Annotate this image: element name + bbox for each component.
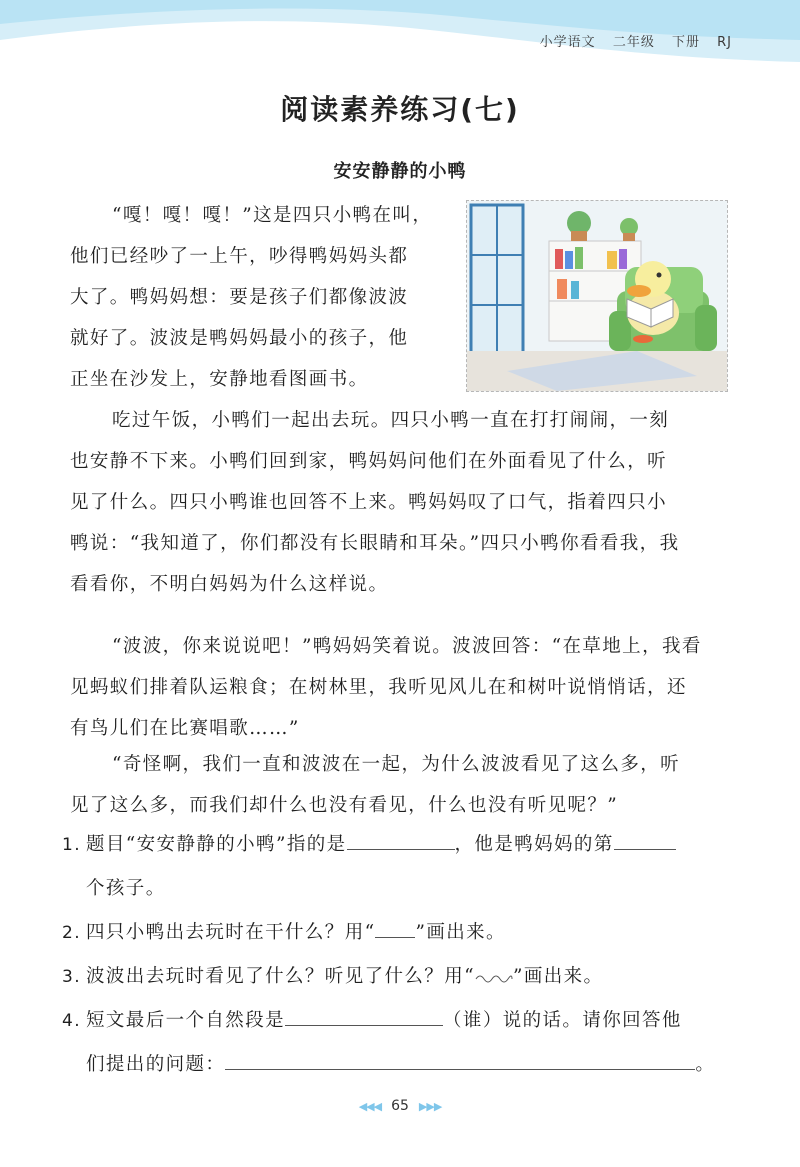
question-number: 1. bbox=[62, 835, 82, 855]
paragraph-2 bbox=[70, 400, 740, 605]
subject-label: 小学语文 bbox=[539, 35, 596, 50]
question-2 bbox=[62, 911, 732, 955]
question-text: 们提出的问题： bbox=[86, 1054, 226, 1075]
grade-label: 二年级 bbox=[612, 35, 655, 50]
question-text: （谁）说的话。请你回答他 bbox=[443, 1010, 682, 1031]
text-line: 大了。鸭妈妈想：要是孩子们都像波波 bbox=[70, 287, 409, 308]
paragraph-1 bbox=[70, 195, 450, 400]
question-number: 3. bbox=[62, 967, 82, 987]
question-number: 2. bbox=[62, 923, 82, 943]
answer-blank[interactable] bbox=[225, 1045, 695, 1070]
question-text: 短文最后一个自然段是 bbox=[86, 1010, 286, 1031]
question-text: ，他是鸭妈妈的第 bbox=[454, 834, 614, 855]
right-arrows-icon: ▶▶▶ bbox=[418, 1100, 442, 1113]
left-arrows-icon: ◀◀◀ bbox=[358, 1100, 382, 1113]
text-line: “嘎！嘎！嘎！”这是四只小鸭在叫， bbox=[112, 205, 433, 226]
text-line: 有鸟儿们在比赛唱歌……” bbox=[70, 718, 300, 739]
straight-line-symbol bbox=[375, 917, 415, 938]
text-line: 吃过午饭，小鸭们一起出去玩。四只小鸭一直在打打闹闹，一刻 bbox=[112, 410, 670, 431]
page-footer bbox=[0, 1098, 800, 1114]
question-1-continued bbox=[62, 867, 732, 911]
question-text: ”画出来。 bbox=[415, 922, 506, 943]
text-line: “波波，你来说说吧！”鸭妈妈笑着说。波波回答：“在草地上，我看 bbox=[112, 636, 702, 657]
answer-blank[interactable] bbox=[614, 825, 676, 850]
question-text: 波波出去玩时看见了什么？听见了什么？用“ bbox=[86, 966, 475, 987]
volume-label: 下册 bbox=[671, 35, 700, 50]
text-line: “奇怪啊，我们一直和波波在一起，为什么波波看见了这么多，听 bbox=[112, 754, 681, 775]
question-1 bbox=[62, 823, 732, 867]
text-line: 见了这么多，而我们却什么也没有看见，什么也没有听见呢？” bbox=[70, 795, 619, 816]
question-text: 四只小鸭出去玩时在干什么？用“ bbox=[86, 922, 376, 943]
paragraph-4 bbox=[70, 744, 740, 826]
text-line: 正坐在沙发上，安静地看图画书。 bbox=[70, 369, 369, 390]
text-line: 也安静不下来。小鸭们回到家，鸭妈妈问他们在外面看见了什么，听 bbox=[70, 451, 668, 472]
text-line: 见蚂蚁们排着队运粮食；在树林里，我听见风儿在和树叶说悄悄话，还 bbox=[70, 677, 687, 698]
answer-blank[interactable] bbox=[285, 1001, 443, 1026]
edition-label: RJ bbox=[717, 35, 732, 50]
questions-section bbox=[62, 823, 732, 1087]
paragraph-3 bbox=[70, 626, 740, 749]
answer-blank[interactable] bbox=[347, 825, 455, 850]
page-title: 阅读素养练习(七) bbox=[280, 93, 520, 126]
question-text: 题目“安安静静的小鸭”指的是 bbox=[86, 834, 347, 855]
question-number: 4. bbox=[62, 1011, 82, 1031]
question-3 bbox=[62, 955, 732, 999]
text-line: 就好了。波波是鸭妈妈最小的孩子，他 bbox=[70, 328, 409, 349]
question-4-continued bbox=[62, 1043, 732, 1087]
text-line: 他们已经吵了一上午，吵得鸭妈妈头都 bbox=[70, 246, 409, 267]
question-text: ”画出来。 bbox=[512, 966, 604, 987]
text-line: 看看你，不明白妈妈为什么这样说。 bbox=[70, 574, 389, 595]
question-4 bbox=[62, 999, 732, 1043]
wavy-line-symbol bbox=[475, 971, 513, 983]
duck-reading-illustration bbox=[466, 200, 728, 392]
question-text: 个孩子。 bbox=[86, 878, 166, 899]
text-line: 鸭说：“我知道了，你们都没有长眼睛和耳朵。”四只小鸭你看看我，我 bbox=[70, 533, 680, 554]
book-info bbox=[528, 31, 732, 50]
text-line: 见了什么。四只小鸭谁也回答不上来。鸭妈妈叹了口气，指着四只小 bbox=[70, 492, 668, 513]
question-text: 。 bbox=[695, 1054, 716, 1075]
page-number: 65 bbox=[391, 1098, 409, 1114]
page-header bbox=[0, 0, 800, 70]
story-title: 安安静静的小鸭 bbox=[333, 161, 467, 182]
